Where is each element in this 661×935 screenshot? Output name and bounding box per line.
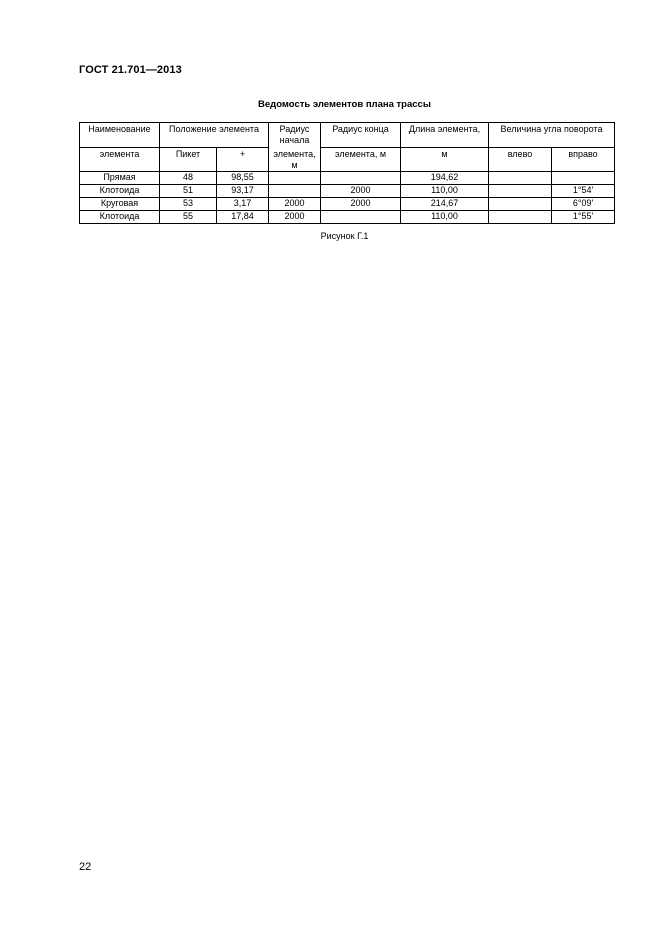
table-row <box>80 172 615 185</box>
cell-right: 1°54' <box>552 185 615 198</box>
cell-radius-start: 2000 <box>269 198 321 211</box>
table-title: Ведомость элементов плана трассы <box>258 99 431 110</box>
header-name: Наименование <box>80 123 160 148</box>
cell-length: 110,00 <box>401 185 489 198</box>
cell-radius-end: 2000 <box>321 185 401 198</box>
header-length: Длина элемента, <box>401 123 489 148</box>
cell-picket: 53 <box>160 198 217 211</box>
header-left: влево <box>489 148 552 172</box>
cell-picket: 48 <box>160 172 217 185</box>
cell-plus: 93,17 <box>217 185 269 198</box>
cell-radius-start <box>269 185 321 198</box>
table-row <box>80 198 615 211</box>
cell-radius-end <box>321 211 401 224</box>
cell-right: 1°55' <box>552 211 615 224</box>
cell-right: 6°09' <box>552 198 615 211</box>
header-row-1 <box>80 123 615 148</box>
header-plus: + <box>217 148 269 172</box>
header-radius-start: Радиус начала <box>269 123 321 148</box>
cell-plus: 17,84 <box>217 211 269 224</box>
header-row-2 <box>80 148 615 172</box>
cell-radius-end <box>321 172 401 185</box>
header-picket: Пикет <box>160 148 217 172</box>
table-row <box>80 211 615 224</box>
figure-caption: Рисунок Г.1 <box>320 231 369 241</box>
table-row <box>80 185 615 198</box>
cell-right <box>552 172 615 185</box>
cell-picket: 51 <box>160 185 217 198</box>
header-right: вправо <box>552 148 615 172</box>
cell-radius-start <box>269 172 321 185</box>
cell-length: 194,62 <box>401 172 489 185</box>
cell-plus: 3,17 <box>217 198 269 211</box>
cell-length: 110,00 <box>401 211 489 224</box>
cell-name: Прямая <box>80 172 160 185</box>
cell-plus: 98,55 <box>217 172 269 185</box>
cell-left <box>489 172 552 185</box>
cell-length: 214,67 <box>401 198 489 211</box>
cell-name: Клотоида <box>80 185 160 198</box>
header-position: Положение элемента <box>160 123 269 148</box>
cell-radius-start: 2000 <box>269 211 321 224</box>
header-angle: Величина угла поворота <box>489 123 615 148</box>
cell-left <box>489 211 552 224</box>
cell-left <box>489 185 552 198</box>
cell-name: Круговая <box>80 198 160 211</box>
page-number: 22 <box>79 861 92 873</box>
header-radius-start-cont: элемента, м <box>269 148 321 172</box>
document-header: ГОСТ 21.701—2013 <box>79 64 182 76</box>
header-name-cont: элемента <box>80 148 160 172</box>
header-length-unit: м <box>401 148 489 172</box>
header-radius-end-cont: элемента, м <box>321 148 401 172</box>
header-radius-end: Радиус конца <box>321 123 401 148</box>
cell-name: Клотоида <box>80 211 160 224</box>
route-elements-table <box>79 122 615 224</box>
cell-left <box>489 198 552 211</box>
cell-picket: 55 <box>160 211 217 224</box>
cell-radius-end: 2000 <box>321 198 401 211</box>
